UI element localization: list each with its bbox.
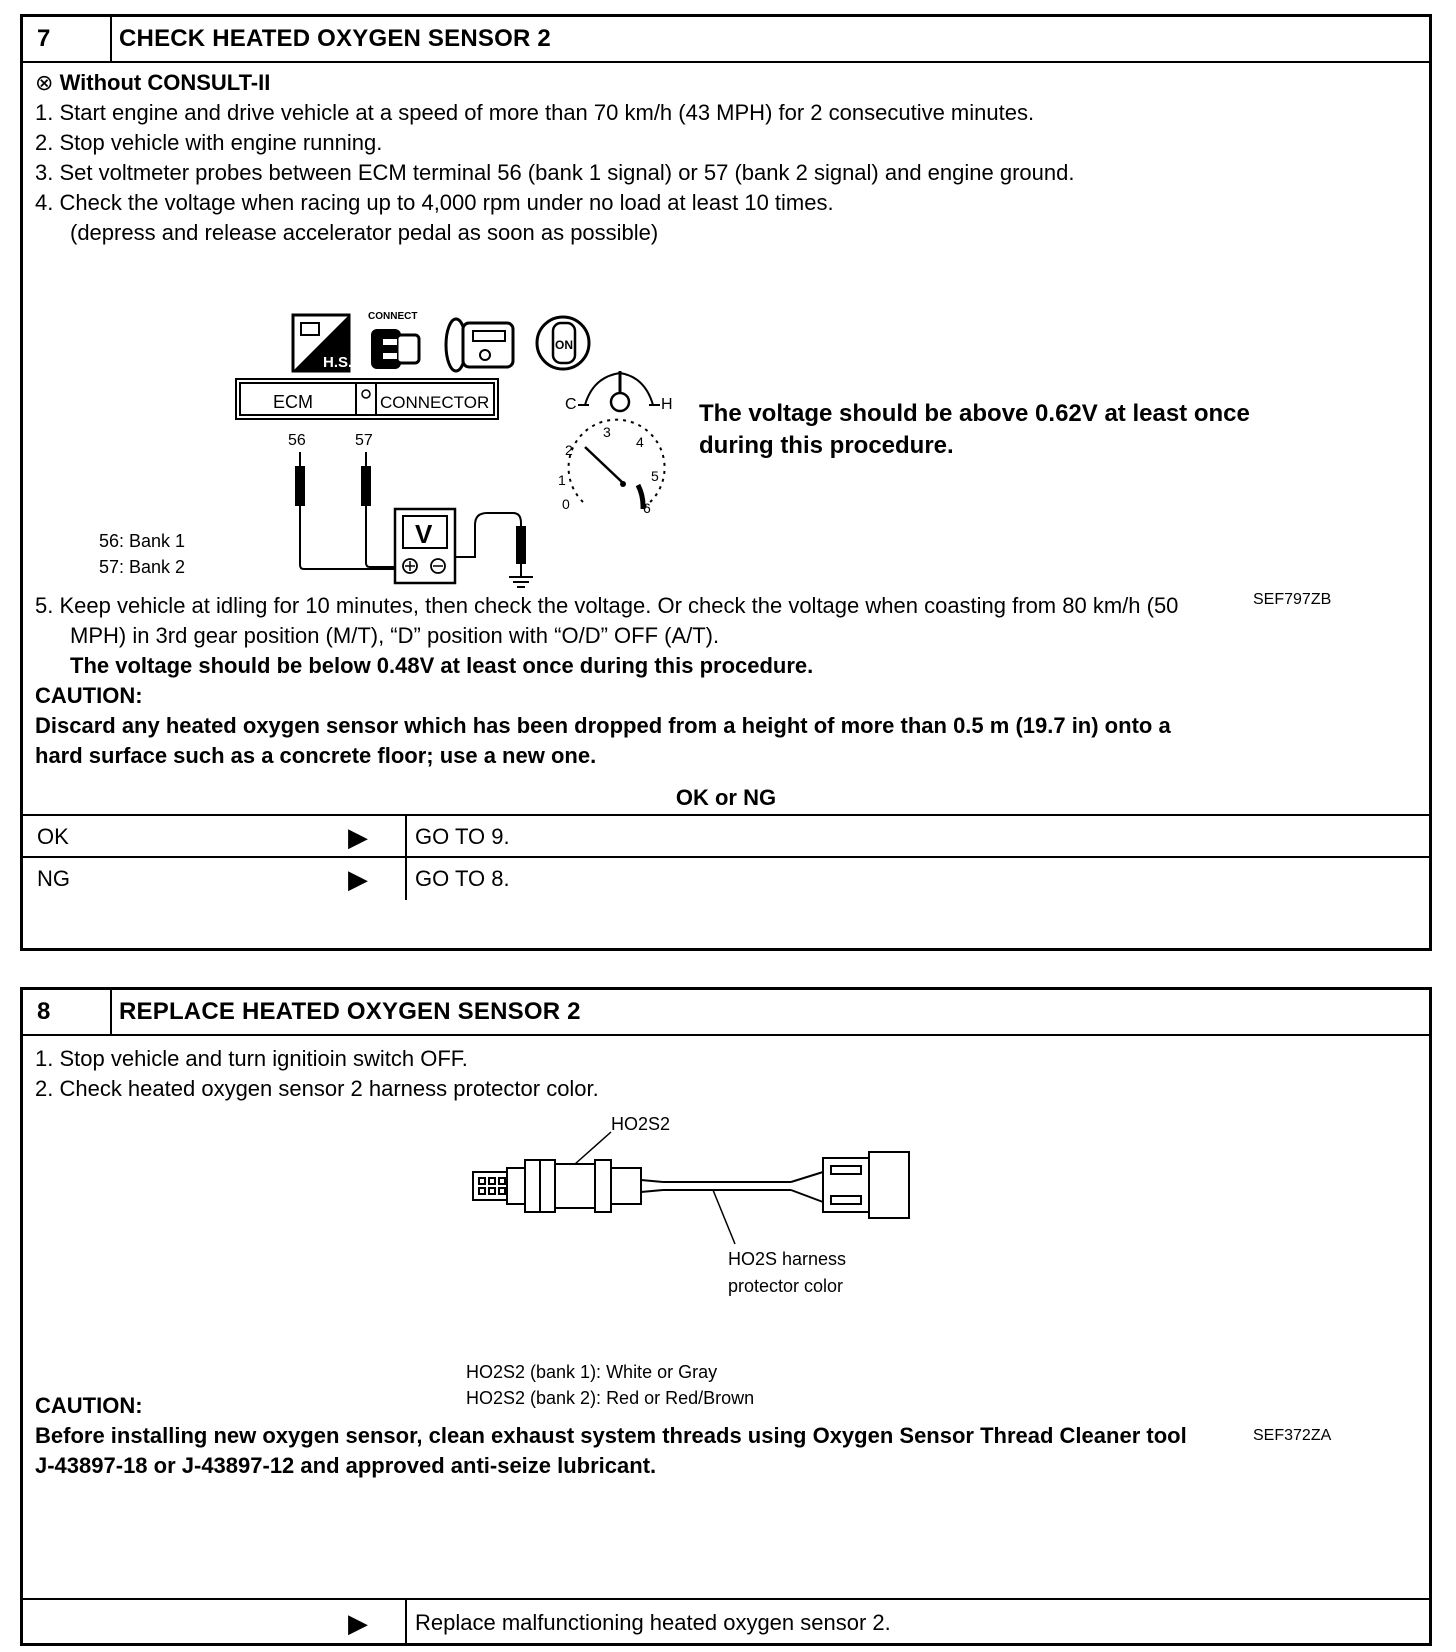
step-line: 2. Check heated oxygen sensor 2 harness protector color. [35, 1076, 599, 1101]
ecm-module-icon [446, 319, 513, 371]
step-7-box [20, 14, 1432, 951]
meter-label: V [415, 519, 433, 549]
ho2s2-label: HO2S2 [611, 1114, 671, 1134]
step-line: 1. Stop vehicle and turn ignitioin switch OFF. [35, 1046, 468, 1071]
final-action: Replace malfunctioning heated oxygen sensor 2. [415, 1610, 891, 1635]
harness-label-line2: protector color [728, 1276, 844, 1296]
step-line: (depress and release accelerator pedal as soon as possible) [70, 220, 659, 245]
subheading-text: Without CONSULT-II [59, 70, 271, 95]
step-line: 1. Start engine and drive vehicle at a speed of more than 70 km/h (43 MPH) for 2 consecutive minutes. [35, 100, 1035, 125]
result-action: GO TO 8. [415, 866, 510, 891]
tach-tick-2: 2 [565, 442, 573, 458]
row-divider [405, 816, 407, 858]
result-action: GO TO 9. [415, 824, 510, 849]
result-label: NG [37, 866, 70, 891]
connect-label: CONNECT [368, 311, 418, 322]
ecm-voltmeter-diagram [23, 287, 1428, 617]
temperature-gauge-icon [565, 371, 673, 413]
no-consult-icon: ⊗ [35, 70, 54, 95]
bank2-legend: 57: Bank 2 [99, 557, 186, 577]
tach-tick-3: 3 [603, 424, 611, 440]
arrow-icon: ▶ [348, 822, 368, 852]
temp-c-label: C [565, 396, 577, 413]
step-number: 7 [37, 25, 51, 52]
harness-label-line1: HO2S harness [728, 1249, 847, 1269]
bank2-color: HO2S2 (bank 2): Red or Red/Brown [466, 1388, 755, 1408]
caution-label: CAUTION: [35, 683, 143, 708]
terminal-57-label: 57 [355, 432, 373, 449]
terminal-56-label: 56 [288, 432, 306, 449]
ho2s2-sensor-diagram [23, 1114, 1428, 1460]
tach-tick-5: 5 [651, 468, 659, 484]
result-label: OK [37, 824, 69, 849]
arrow-icon: ▶ [348, 864, 368, 894]
tach-tick-6: 6 [643, 500, 651, 516]
hs-icon [293, 315, 352, 371]
voltage-note-line1: The voltage should be above 0.62V at least once [699, 400, 1250, 427]
step-5-bold-note: The voltage should be below 0.48V at least once during this procedure. [70, 653, 814, 678]
tach-tick-4: 4 [636, 434, 644, 450]
step-line: 4. Check the voltage when racing up to 4,000 rpm under no load at least 10 times. [35, 190, 834, 215]
header-divider [110, 990, 112, 1034]
arrow-icon: ▶ [348, 1608, 368, 1638]
ho2s2-sensor-icon [473, 1152, 909, 1218]
final-action-row [23, 1598, 1429, 1645]
caution-line1: Discard any heated oxygen sensor which has been dropped from a height of more than 0.5 m (19.7 in) onto a [35, 713, 1171, 738]
step-8-header [23, 990, 1429, 1036]
on-label: ON [555, 338, 573, 352]
step-5-line2: MPH) in 3rd gear position (M/T), “D” position with “O/D” OFF (A/T). [70, 623, 720, 648]
tach-tick-0: 0 [562, 496, 570, 512]
result-row-ng [23, 856, 1429, 900]
no-consult-subheading [35, 70, 270, 96]
tachometer-icon [558, 420, 665, 516]
voltage-note-line2: during this procedure. [699, 432, 954, 459]
header-divider [110, 17, 112, 61]
ecm-connector [236, 379, 498, 419]
step-line: 2. Stop vehicle with engine running. [35, 130, 383, 155]
step-title: REPLACE HEATED OXYGEN SENSOR 2 [119, 998, 581, 1025]
row-divider [405, 1600, 407, 1645]
figure-code: SEF797ZB [1253, 591, 1332, 608]
step-7-header [23, 17, 1429, 63]
step-title: CHECK HEATED OXYGEN SENSOR 2 [119, 25, 551, 52]
temp-h-label: H [661, 396, 673, 413]
caution-line2: J-43897-18 or J-43897-12 and approved anti-seize lubricant. [35, 1453, 657, 1478]
hs-label: H.S. [323, 354, 353, 371]
caution-line1: Before installing new oxygen sensor, clean exhaust system threads using Oxygen Sensor Thread Cleaner tool [35, 1423, 1187, 1448]
ignition-on-icon [537, 317, 589, 369]
step-line: 3. Set voltmeter probes between ECM terminal 56 (bank 1 signal) or 57 (bank 2 signal) and engine ground. [35, 160, 1075, 185]
figure-code: SEF372ZA [1253, 1427, 1332, 1444]
caution-label: CAUTION: [35, 1393, 143, 1418]
result-row-ok [23, 814, 1429, 858]
step-5-line1: 5. Keep vehicle at idling for 10 minutes, then check the voltage. Or check the voltage when coasting from 80 km/h (50 [35, 593, 1179, 618]
bank1-color: HO2S2 (bank 1): White or Gray [466, 1362, 718, 1382]
caution-line2: hard surface such as a concrete floor; use a new one. [35, 743, 597, 768]
step-number: 8 [37, 998, 51, 1025]
tach-tick-1: 1 [558, 472, 566, 488]
step-8-box [20, 987, 1432, 1646]
connector-label: CONNECTOR [380, 393, 490, 412]
bank1-legend: 56: Bank 1 [99, 531, 186, 551]
result-header: OK or NG [675, 785, 777, 810]
ecm-label: ECM [273, 392, 313, 412]
row-divider [405, 858, 407, 900]
voltmeter-icon [395, 509, 455, 583]
connect-icon [368, 311, 419, 369]
